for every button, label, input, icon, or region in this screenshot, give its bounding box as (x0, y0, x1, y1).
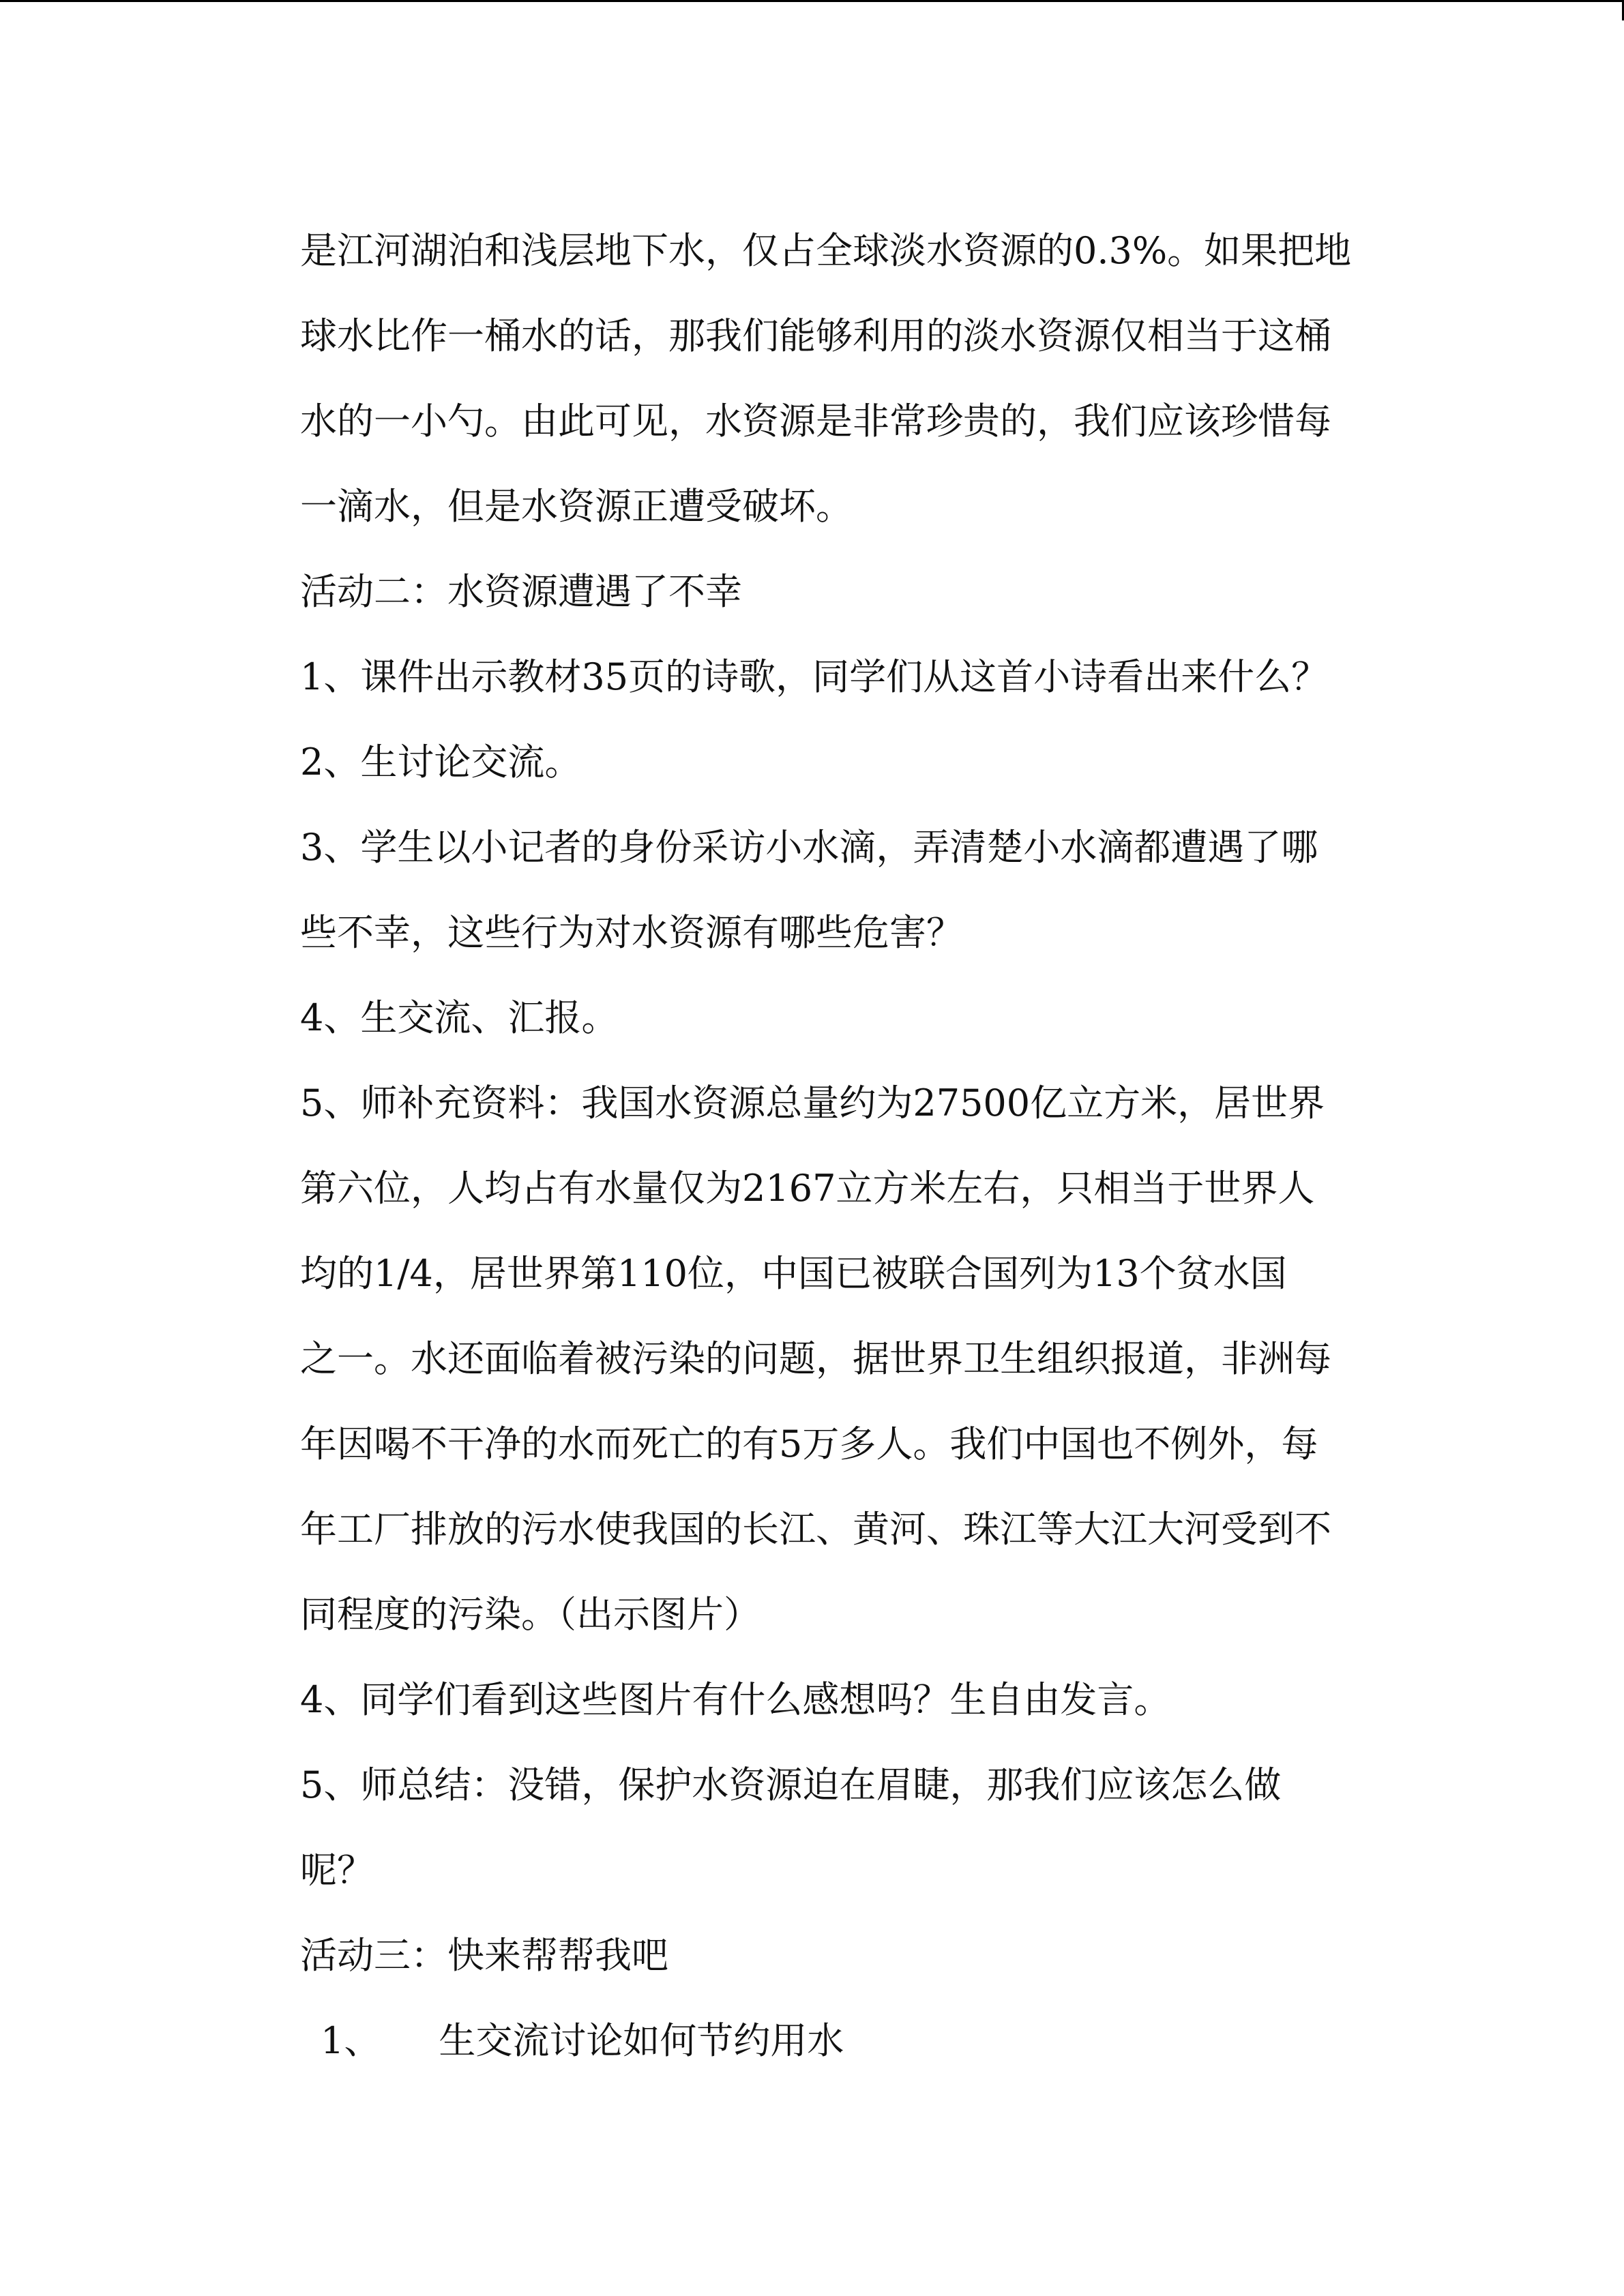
text-line: 5、师总结：没错，保护水资源迫在眉睫，那我们应该怎么做 (300, 1763, 1282, 1806)
list-item (300, 1998, 1378, 2083)
text-line: 水的一小勺。由此可见，水资源是非常珍贵的，我们应该珍惜每 (300, 400, 1331, 443)
paragraph (300, 719, 1378, 805)
list-item-number: 1、 (321, 2019, 381, 2062)
section-heading (300, 549, 1378, 634)
text-line: 3、学生以小记者的身份采访小水滴，弄清楚小水滴都遭遇了哪 (300, 826, 1318, 869)
text-line: 呢？ (300, 1849, 374, 1892)
section-heading (300, 1913, 1378, 1998)
text-line: 之一。水还面临着被污染的问题，据世界卫生组织报道，非洲每 (300, 1337, 1331, 1380)
text-line: 年因喝不干净的水而死亡的有5万多人。我们中国也不例外，每 (300, 1422, 1318, 1465)
text-line: 是江河湖泊和浅层地下水，仅占全球淡水资源的0.3%。如果把地 (300, 229, 1352, 272)
text-line: 些不幸，这些行为对水资源有哪些危害？ (300, 911, 963, 954)
text-line: 年工厂排放的污水使我国的长江、黄河、珠江等大江大河受到不 (300, 1508, 1331, 1551)
text-line: 第六位，人均占有水量仅为2167立方米左右，只相当于世界人 (300, 1167, 1315, 1210)
paragraph (300, 634, 1378, 719)
text-line: 均的1/4，居世界第110位，中国已被联合国列为13个贫水国 (300, 1252, 1287, 1295)
paragraph (300, 805, 1378, 975)
text-line: 5、师补充资料：我国水资源总量约为27500亿立方米，居世界 (300, 1082, 1325, 1124)
text-line: 球水比作一桶水的话，那我们能够利用的淡水资源仅相当于这桶 (300, 314, 1331, 357)
text-line: 2、生讨论交流。 (300, 741, 582, 784)
text-line: 4、同学们看到这些图片有什么感想吗？生自由发言。 (300, 1678, 1171, 1721)
list-item-text: 生交流讨论如何节约用水 (439, 2019, 844, 2062)
text-line: 1、课件出示教材35页的诗歌，同学们从这首小诗看出来什么？ (300, 655, 1329, 698)
paragraph (300, 1060, 1378, 1657)
paragraph (300, 1657, 1378, 1742)
page-top-border (0, 0, 1624, 2)
paragraph (300, 975, 1378, 1060)
paragraph (300, 1742, 1378, 1913)
text-line: 同程度的污染。（出示图片） (300, 1593, 761, 1636)
text-line: 4、生交流、汇报。 (300, 996, 619, 1039)
document-body (300, 208, 1378, 2083)
text-line: 一滴水，但是水资源正遭受破坏。 (300, 485, 853, 528)
text-line: 活动三：快来帮帮我吧 (300, 1934, 668, 1977)
text-line: 活动二：水资源遭遇了不幸 (300, 570, 742, 613)
paragraph (300, 208, 1378, 549)
